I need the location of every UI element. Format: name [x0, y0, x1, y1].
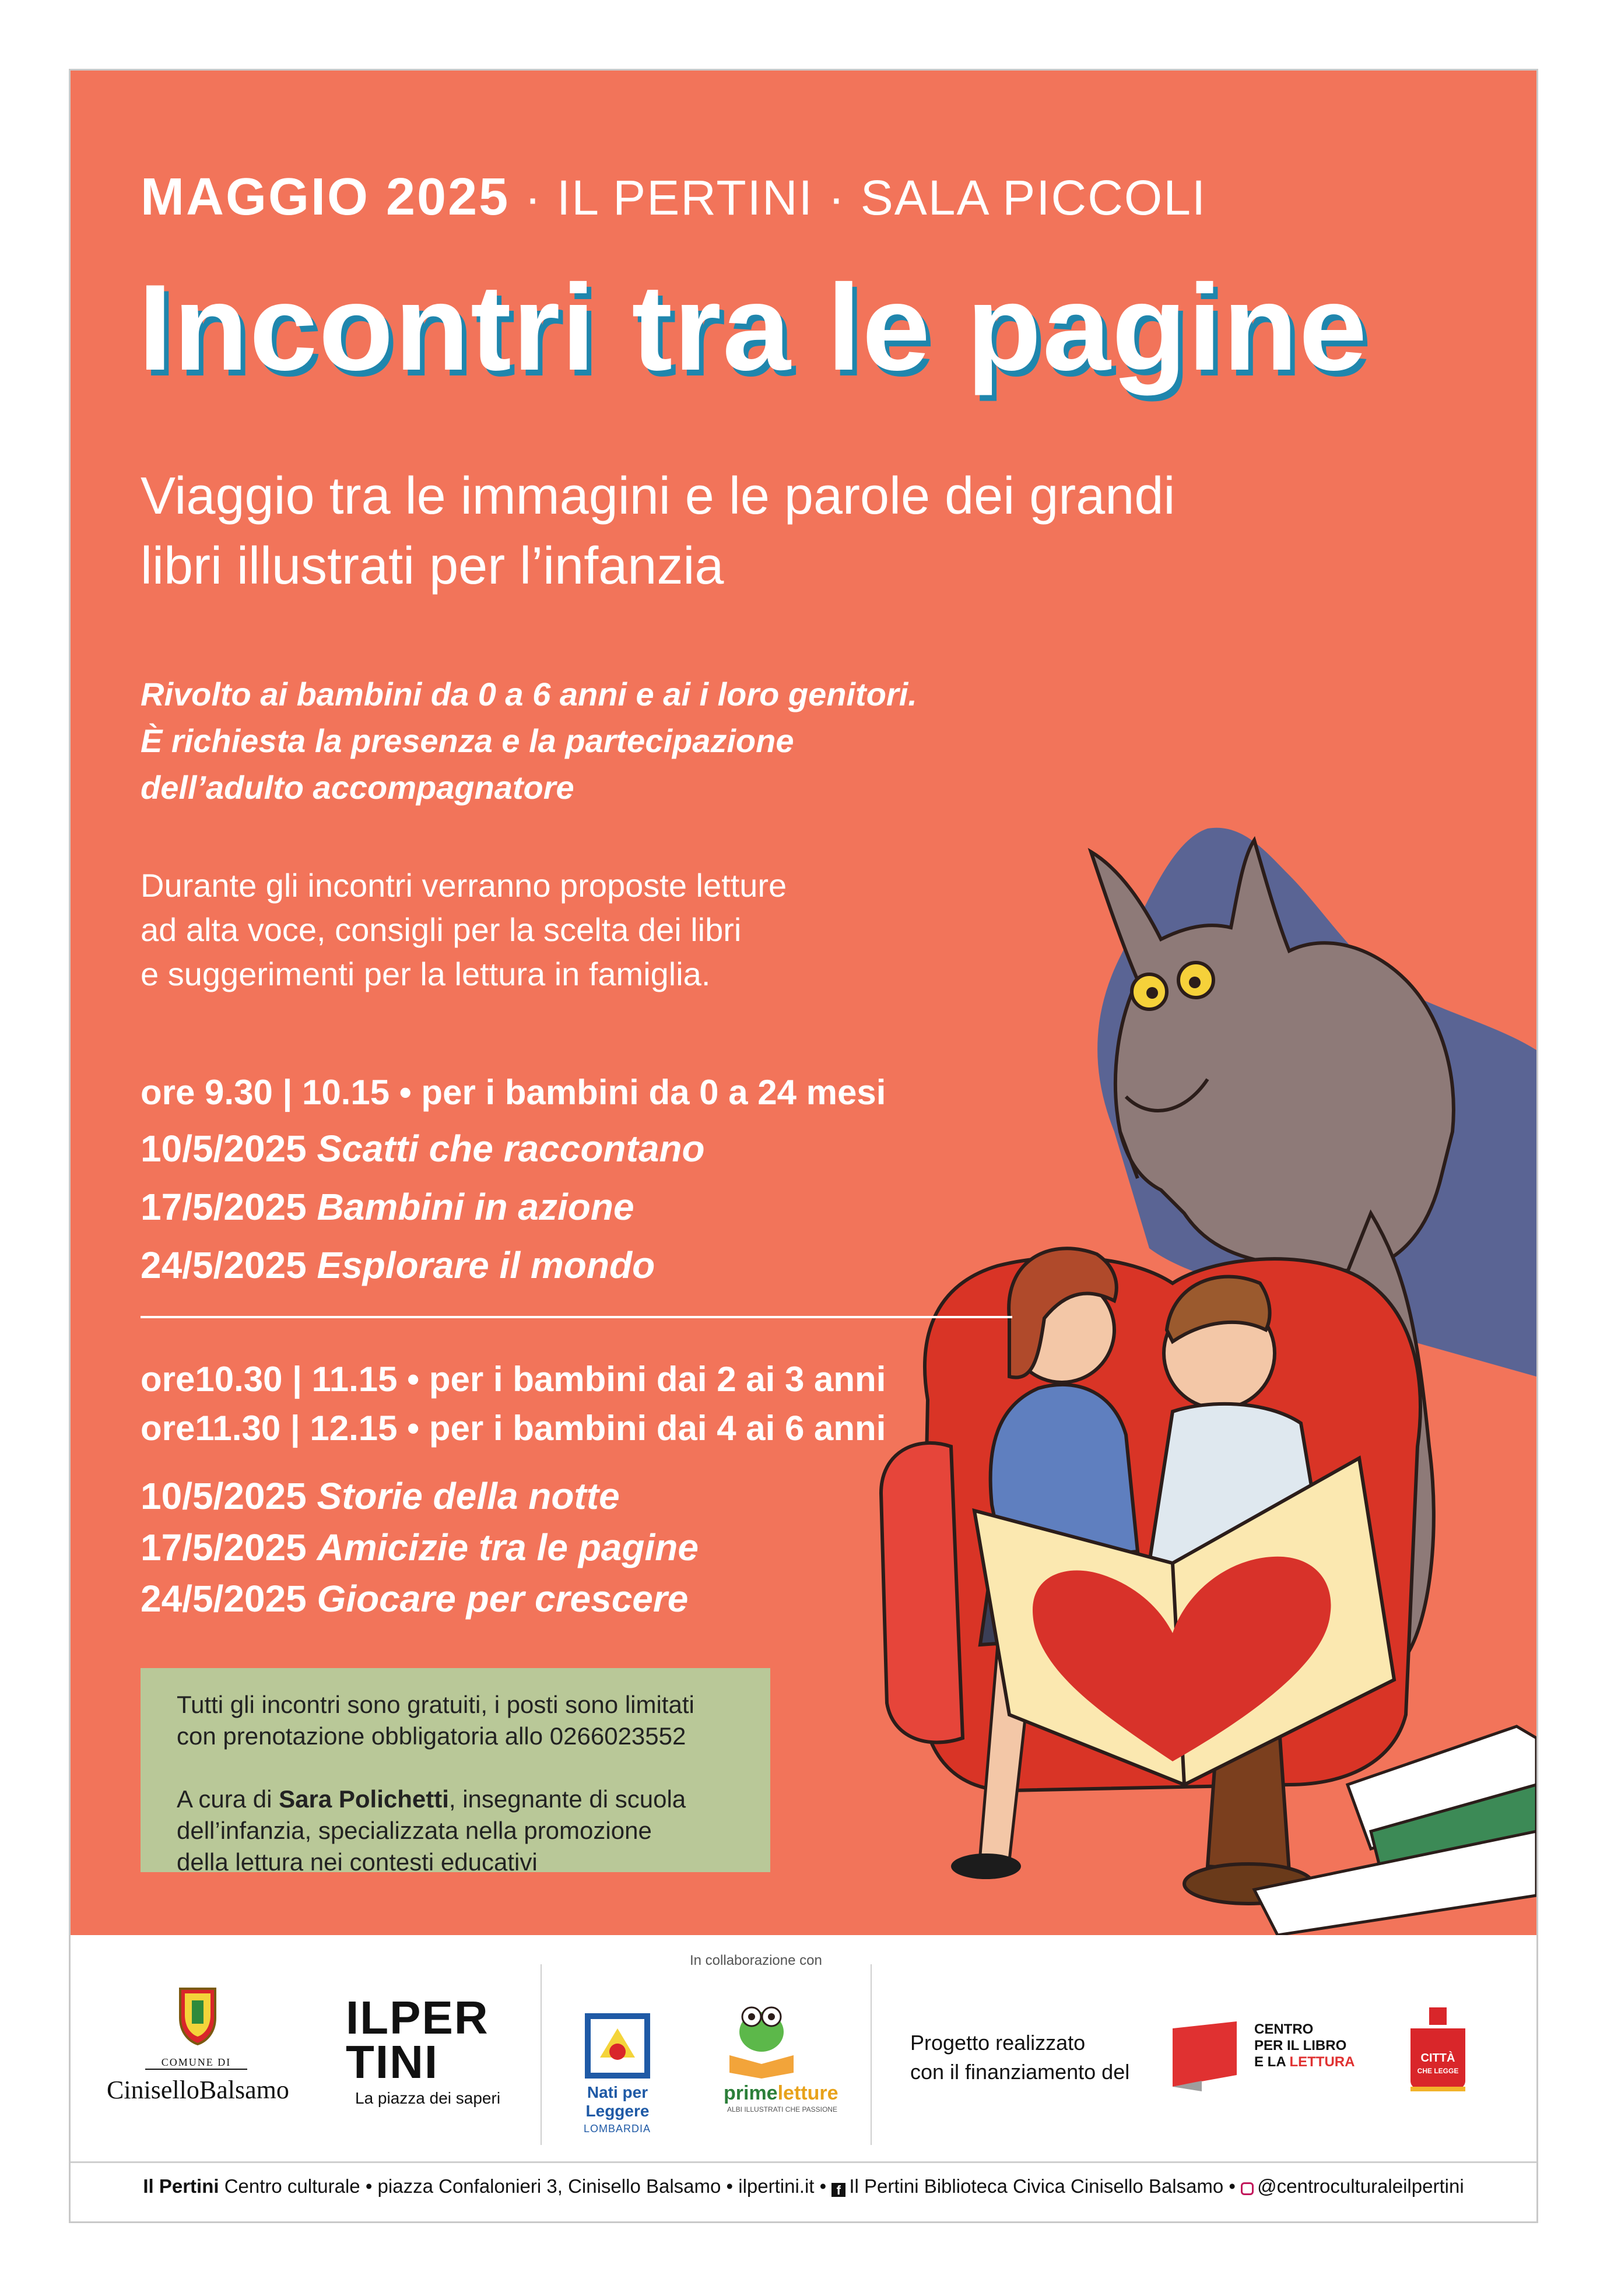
nati-per-leggere-region: LOMBARDIA — [584, 2123, 651, 2134]
contact-facebook: Il Pertini Biblioteca Civica Cinisello Balsamo • — [849, 2175, 1241, 2197]
contact-line — [71, 2175, 1536, 2197]
event-name: Amicizie tra le pagine — [317, 1526, 699, 1568]
event-name: Giocare per crescere — [317, 1578, 689, 1620]
header-month: MAGGIO 2025 — [141, 168, 510, 226]
pertini-logo — [346, 1992, 489, 2088]
primeletture-b: letture — [777, 2082, 838, 2104]
pertini-logo-top: ILPER — [346, 1992, 489, 2044]
contact-brand: Il Pertini — [143, 2175, 219, 2197]
description-line: e suggerimenti per la lettura in famiglia. — [141, 956, 711, 992]
divider — [541, 1964, 542, 2145]
header-separator: · — [828, 170, 846, 225]
comune-name: CiniselloBalsamo — [107, 2076, 289, 2104]
funding-line: con il finanziamento del — [910, 2060, 1130, 2084]
info-line: Tutti gli incontri sono gratuiti, i posti sono limitati — [177, 1691, 694, 1718]
primeletture-tagline: ALBI ILLUSTRATI CHE PASSIONE — [727, 2105, 837, 2114]
poster — [69, 69, 1538, 2223]
description-line: ad alta voce, consigli per la scelta dei libri — [141, 911, 742, 948]
footer-divider — [71, 2161, 1536, 2163]
nati-per-leggere-logo-icon — [583, 2011, 652, 2081]
funding-note — [910, 2028, 1129, 2087]
session2-time: ore10.30 | 11.15 • per i bambini dai 2 ai 3 anni — [141, 1360, 886, 1399]
note-line: dell’adulto accompagnatore — [141, 769, 574, 806]
collaboration-label: In collaborazione con — [690, 1953, 822, 1968]
citta-che-legge-name — [1413, 2052, 1463, 2077]
note-line: È richiesta la presenza e la partecipazione — [141, 722, 794, 759]
event-date: 17/5/2025 — [141, 1526, 307, 1568]
event-subtitle — [141, 461, 1452, 601]
citta-line: CHE LEGGE — [1417, 2067, 1459, 2075]
audience-note — [141, 671, 1073, 811]
description — [141, 863, 1015, 996]
event-date: 24/5/2025 — [141, 1244, 307, 1286]
info-line: della lettura nei contesti educativi — [177, 1848, 538, 1876]
header-line — [141, 167, 1206, 227]
funding-line: Progetto realizzato — [910, 2031, 1086, 2055]
info-line: con prenotazione obbligatoria allo 0266023552 — [177, 1722, 686, 1750]
contact-instagram: @centroculturaleilpertini — [1257, 2175, 1464, 2197]
cepell-line-b: LETTURA — [1289, 2054, 1355, 2070]
description-line: Durante gli incontri verranno proposte letture — [141, 867, 787, 904]
session2-event — [141, 1475, 620, 1518]
facebook-icon: f — [831, 2183, 845, 2197]
session1-event — [141, 1244, 655, 1287]
event-date: 17/5/2025 — [141, 1186, 307, 1228]
cepell-line — [1254, 2054, 1355, 2070]
footer — [71, 1935, 1536, 2221]
citta-che-legge-logo-icon — [1406, 2005, 1470, 2093]
event-date: 10/5/2025 — [141, 1475, 307, 1517]
cepell-line: CENTRO — [1254, 2021, 1314, 2037]
hero-panel — [71, 71, 1536, 1935]
pertini-tagline: La piazza dei saperi — [355, 2089, 501, 2107]
booking-info — [177, 1689, 747, 1752]
event-date: 24/5/2025 — [141, 1578, 307, 1620]
note-line: Rivolto ai bambini da 0 a 6 anni e ai i loro genitori. — [141, 676, 917, 712]
curator-prefix: A cura di — [177, 1785, 279, 1813]
npl-line: Leggere — [585, 2102, 650, 2120]
event-name: Bambini in azione — [317, 1186, 634, 1228]
subtitle-line: libri illustrati per l’infanzia — [141, 537, 724, 595]
session1-event — [141, 1127, 705, 1170]
session2-event — [141, 1526, 699, 1569]
event-title: Incontri tra le pagine — [138, 259, 1369, 396]
info-line: dell’infanzia, specializzata nella promozione — [177, 1817, 652, 1844]
instagram-icon — [1241, 2182, 1254, 2195]
coat-of-arms-icon — [174, 1983, 221, 2047]
header-place: IL PERTINI — [556, 170, 814, 225]
info-box — [141, 1668, 770, 1876]
subtitle-line: Viaggio tra le immagini e le parole dei grandi — [141, 467, 1176, 525]
primeletture-a: prime — [724, 2082, 778, 2104]
session2-event — [141, 1577, 688, 1620]
session2-time: ore11.30 | 12.15 • per i bambini dai 4 ai 6 anni — [141, 1409, 886, 1448]
session1-time: ore 9.30 | 10.15 • per i bambini da 0 a 24 mesi — [141, 1073, 886, 1112]
curator-info — [177, 1784, 747, 1878]
pertini-logo-bottom: TINI — [346, 2036, 439, 2088]
contact-address: Centro culturale • piazza Confalonieri 3, Cinisello Balsamo • ilpertini.it • — [219, 2175, 832, 2197]
cepell-line: PER IL LIBRO — [1254, 2038, 1347, 2053]
divider — [141, 1316, 1012, 1318]
divider — [871, 1964, 872, 2145]
event-date: 10/5/2025 — [141, 1128, 307, 1170]
npl-line: Nati per — [587, 2083, 648, 2101]
citta-line: CITTÀ — [1420, 2052, 1455, 2065]
cepell-logo-icon — [1167, 2017, 1243, 2093]
nati-per-leggere-name — [577, 2083, 658, 2121]
event-name: Storie della notte — [317, 1475, 620, 1517]
curator-name: Sara Polichetti — [279, 1785, 449, 1813]
frog-on-book-icon — [718, 1991, 805, 2079]
cepell-name — [1254, 2021, 1355, 2070]
event-name: Esplorare il mondo — [317, 1244, 655, 1286]
curator-suffix: , insegnante di scuola — [448, 1785, 686, 1813]
cepell-line-a: E LA — [1254, 2054, 1290, 2070]
event-name: Scatti che raccontano — [317, 1128, 705, 1170]
header-room: SALA PICCOLI — [860, 170, 1207, 225]
primeletture-name — [724, 2082, 838, 2105]
header-separator: · — [524, 170, 542, 225]
session1-event — [141, 1185, 634, 1228]
comune-label: COMUNE DI — [145, 2056, 247, 2070]
